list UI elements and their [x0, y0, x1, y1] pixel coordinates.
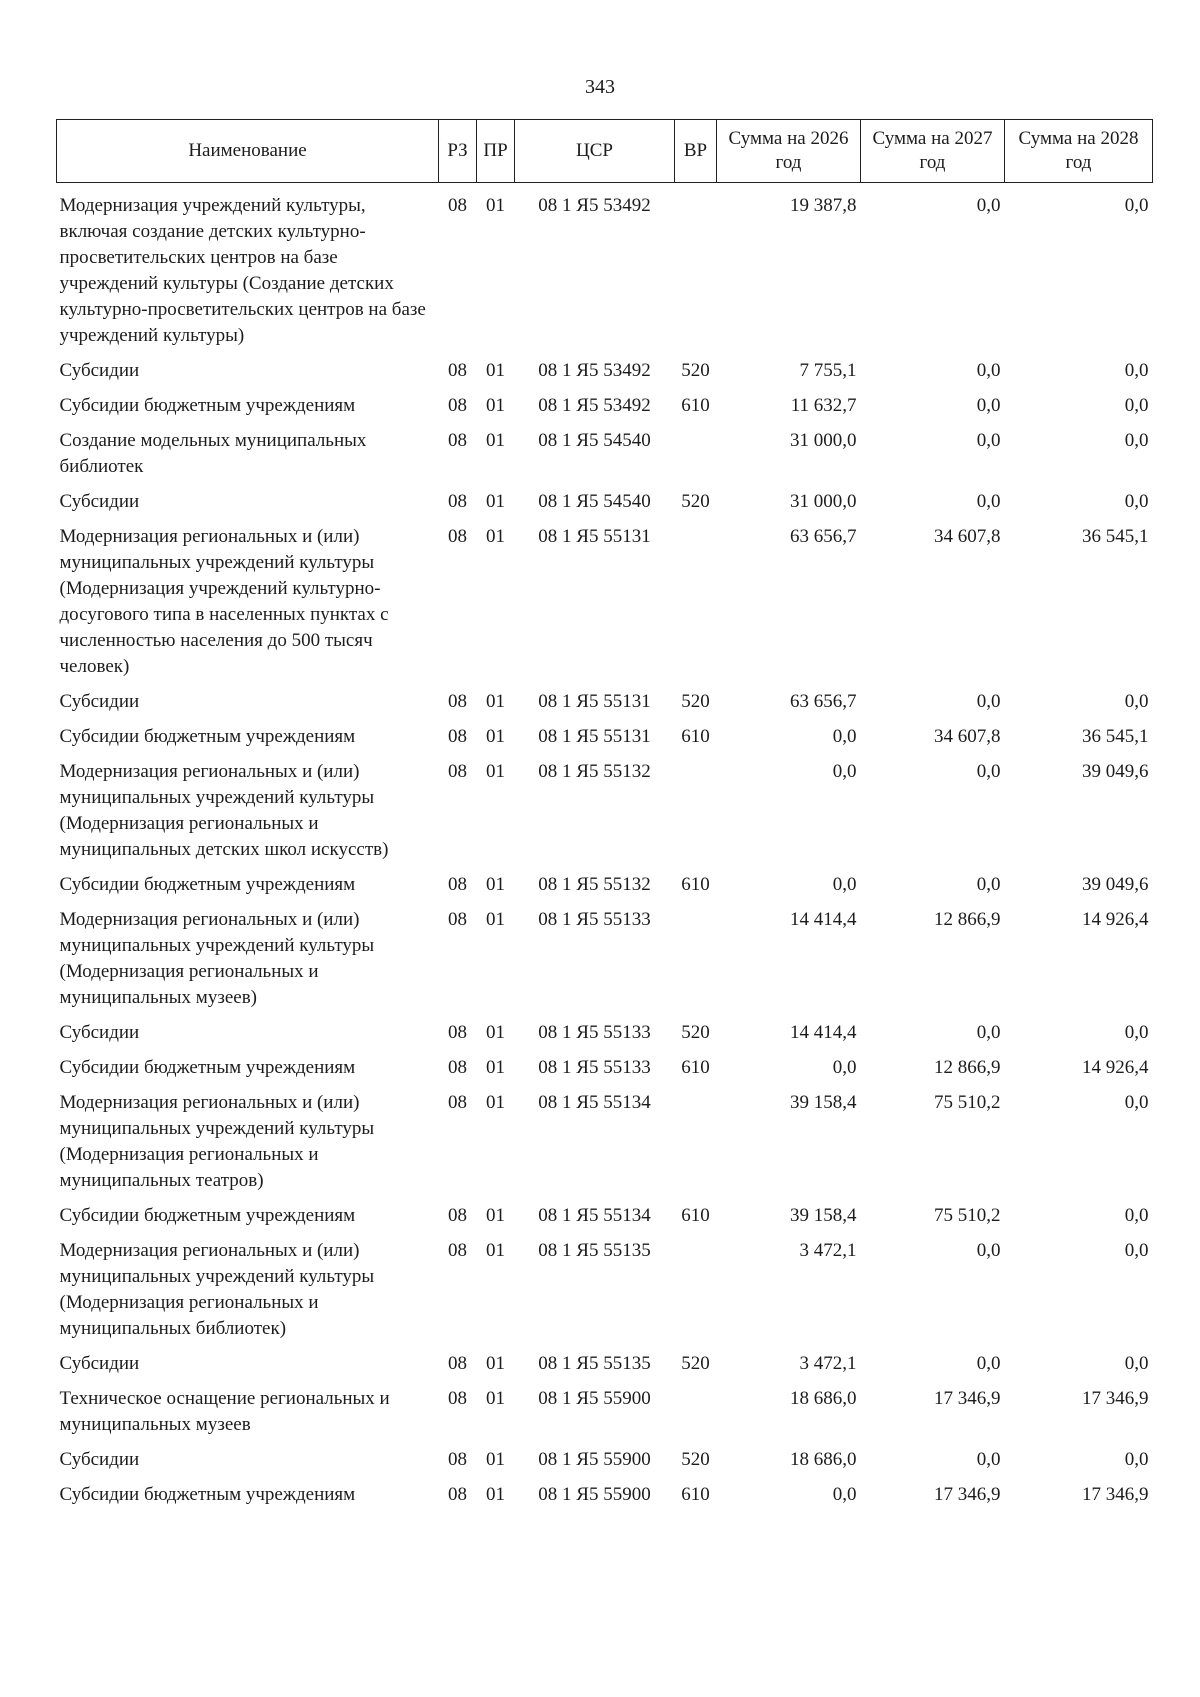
- cell-vr: 610: [681, 1205, 710, 1226]
- cell-pr: 01: [486, 395, 505, 416]
- table-row: [57, 1381, 1153, 1442]
- cell-sum-2027: 75 510,2: [934, 1092, 1001, 1113]
- cell-name: Модернизация учреждений культуры, включая создание детских культурно-просветительских центров на базе учреждений культуры (Создание детских культурно-просветительских центров на базе учреждений культуры): [59, 195, 426, 346]
- cell-sum-2026: 0,0: [832, 874, 857, 895]
- cell-pr: 01: [486, 909, 505, 930]
- cell-sum-2027: 0,0: [976, 195, 1001, 216]
- cell-pr: 01: [486, 1057, 505, 1078]
- cell-vr: 610: [681, 395, 710, 416]
- cell-pr: 01: [486, 691, 505, 712]
- cell-vr: [675, 1381, 717, 1442]
- header-sum-2027: Сумма на 2027 год: [861, 120, 1005, 183]
- cell-rz: 08: [448, 909, 467, 930]
- cell-vr: 520: [681, 1353, 710, 1374]
- cell-sum-2026: 18 686,0: [790, 1388, 857, 1409]
- cell-rz: 08: [448, 691, 467, 712]
- cell-vr: 610: [681, 874, 710, 895]
- cell-sum-2027: 0,0: [976, 1022, 1001, 1043]
- cell-rz: 08: [448, 1449, 467, 1470]
- cell-csr: 08 1 Я5 55131: [538, 691, 651, 712]
- cell-sum-2027: 17 346,9: [934, 1484, 1001, 1505]
- cell-sum-2028: 0,0: [1124, 360, 1149, 381]
- cell-sum-2027: 0,0: [976, 1240, 1001, 1261]
- cell-pr: 01: [486, 1022, 505, 1043]
- cell-csr: 08 1 Я5 55133: [538, 1057, 651, 1078]
- cell-sum-2028: 0,0: [1124, 491, 1149, 512]
- cell-rz: 08: [448, 1022, 467, 1043]
- cell-vr: [675, 902, 717, 1015]
- cell-pr: 01: [486, 1092, 505, 1113]
- cell-sum-2027: 0,0: [976, 1449, 1001, 1470]
- header-name: Наименование: [57, 120, 439, 183]
- cell-name: Субсидии бюджетным учреждениям: [59, 1205, 356, 1226]
- cell-pr: 01: [486, 874, 505, 895]
- cell-vr: [675, 519, 717, 684]
- table-row: [57, 183, 1153, 354]
- cell-vr: 520: [681, 1022, 710, 1043]
- table-row: [57, 388, 1153, 423]
- cell-sum-2026: 39 158,4: [790, 1092, 857, 1113]
- table-row: [57, 519, 1153, 684]
- cell-sum-2026: 39 158,4: [790, 1205, 857, 1226]
- table-row: [57, 754, 1153, 867]
- cell-rz: 08: [448, 874, 467, 895]
- cell-sum-2026: 31 000,0: [790, 430, 857, 451]
- cell-pr: 01: [486, 726, 505, 747]
- cell-sum-2028: 36 545,1: [1082, 726, 1149, 747]
- cell-csr: 08 1 Я5 53492: [538, 195, 651, 216]
- cell-sum-2026: 19 387,8: [790, 195, 857, 216]
- cell-name: Субсидии: [59, 491, 140, 512]
- budget-table: [56, 119, 1153, 1512]
- cell-pr: 01: [486, 1240, 505, 1261]
- cell-vr: 610: [681, 726, 710, 747]
- cell-rz: 08: [448, 726, 467, 747]
- header-row: [57, 120, 1153, 183]
- cell-vr: [675, 423, 717, 484]
- cell-pr: 01: [486, 430, 505, 451]
- cell-sum-2026: 14 414,4: [790, 909, 857, 930]
- cell-rz: 08: [448, 1353, 467, 1374]
- cell-rz: 08: [448, 761, 467, 782]
- cell-rz: 08: [448, 1240, 467, 1261]
- table-header: [57, 120, 1153, 183]
- cell-csr: 08 1 Я5 54540: [538, 491, 651, 512]
- table-row: [57, 1198, 1153, 1233]
- cell-csr: 08 1 Я5 55131: [538, 526, 651, 547]
- cell-pr: 01: [486, 1353, 505, 1374]
- cell-rz: 08: [448, 430, 467, 451]
- cell-name: Модернизация региональных и (или) муниципальных учреждений культуры (Модернизация региональных и муниципальных детских школ искусств): [59, 761, 389, 860]
- cell-name: Субсидии бюджетным учреждениям: [59, 1484, 356, 1505]
- cell-sum-2028: 0,0: [1124, 430, 1149, 451]
- cell-pr: 01: [486, 526, 505, 547]
- table-row: [57, 1050, 1153, 1085]
- cell-rz: 08: [448, 195, 467, 216]
- cell-vr: 520: [681, 691, 710, 712]
- cell-csr: 08 1 Я5 55132: [538, 761, 651, 782]
- header-rz: РЗ: [439, 120, 477, 183]
- cell-vr: 520: [681, 1449, 710, 1470]
- cell-rz: 08: [448, 395, 467, 416]
- table-row: [57, 353, 1153, 388]
- cell-name: Модернизация региональных и (или) муниципальных учреждений культуры (Модернизация учреждений культурно-досугового типа в населенных пунктах с численностью населения до 500 тысяч человек): [59, 526, 389, 677]
- cell-pr: 01: [486, 360, 505, 381]
- table-row: [57, 1477, 1153, 1512]
- cell-sum-2028: 0,0: [1124, 395, 1149, 416]
- cell-sum-2026: 31 000,0: [790, 491, 857, 512]
- cell-name: Техническое оснащение региональных и муниципальных музеев: [59, 1388, 390, 1435]
- cell-vr: 520: [681, 360, 710, 381]
- cell-vr: [675, 754, 717, 867]
- cell-rz: 08: [448, 1205, 467, 1226]
- cell-name: Субсидии: [59, 1449, 140, 1470]
- cell-csr: 08 1 Я5 55135: [538, 1353, 651, 1374]
- cell-sum-2028: 0,0: [1124, 1022, 1149, 1043]
- table-row: [57, 1015, 1153, 1050]
- cell-sum-2028: 0,0: [1124, 195, 1149, 216]
- cell-sum-2027: 0,0: [976, 1353, 1001, 1374]
- cell-rz: 08: [448, 491, 467, 512]
- cell-sum-2026: 63 656,7: [790, 526, 857, 547]
- cell-sum-2027: 0,0: [976, 874, 1001, 895]
- cell-rz: 08: [448, 1388, 467, 1409]
- cell-sum-2028: 0,0: [1124, 1205, 1149, 1226]
- cell-vr: 520: [681, 491, 710, 512]
- cell-sum-2028: 14 926,4: [1082, 909, 1149, 930]
- cell-csr: 08 1 Я5 55900: [538, 1484, 651, 1505]
- cell-sum-2026: 63 656,7: [790, 691, 857, 712]
- cell-sum-2027: 0,0: [976, 691, 1001, 712]
- cell-sum-2028: 39 049,6: [1082, 874, 1149, 895]
- cell-name: Создание модельных муниципальных библиотек: [59, 430, 367, 477]
- cell-name: Субсидии бюджетным учреждениям: [59, 1057, 356, 1078]
- cell-sum-2027: 0,0: [976, 491, 1001, 512]
- header-sum-2028: Сумма на 2028 год: [1005, 120, 1153, 183]
- cell-pr: 01: [486, 1484, 505, 1505]
- cell-sum-2026: 0,0: [832, 726, 857, 747]
- cell-rz: 08: [448, 360, 467, 381]
- table-row: [57, 684, 1153, 719]
- cell-sum-2027: 34 607,8: [934, 726, 1001, 747]
- cell-vr: [675, 1085, 717, 1198]
- cell-sum-2027: 75 510,2: [934, 1205, 1001, 1226]
- cell-sum-2026: 3 472,1: [799, 1353, 857, 1374]
- cell-sum-2026: 14 414,4: [790, 1022, 857, 1043]
- cell-pr: 01: [486, 195, 505, 216]
- cell-vr: [675, 1233, 717, 1346]
- cell-csr: 08 1 Я5 55131: [538, 726, 651, 747]
- table-row: [57, 1442, 1153, 1477]
- cell-name: Субсидии бюджетным учреждениям: [59, 395, 356, 416]
- table-row: [57, 1346, 1153, 1381]
- cell-csr: 08 1 Я5 55133: [538, 909, 651, 930]
- cell-pr: 01: [486, 491, 505, 512]
- cell-sum-2028: 0,0: [1124, 1449, 1149, 1470]
- page-number: 343: [585, 76, 615, 98]
- cell-name: Субсидии: [59, 691, 140, 712]
- cell-rz: 08: [448, 1057, 467, 1078]
- cell-rz: 08: [448, 526, 467, 547]
- cell-sum-2028: 0,0: [1124, 1240, 1149, 1261]
- cell-csr: 08 1 Я5 53492: [538, 395, 651, 416]
- cell-csr: 08 1 Я5 54540: [538, 430, 651, 451]
- header-vr: ВР: [675, 120, 717, 183]
- cell-sum-2028: 17 346,9: [1082, 1484, 1149, 1505]
- cell-name: Субсидии бюджетным учреждениям: [59, 874, 356, 895]
- cell-sum-2026: 0,0: [832, 1057, 857, 1078]
- cell-sum-2026: 11 632,7: [790, 395, 857, 416]
- cell-name: Модернизация региональных и (или) муниципальных учреждений культуры (Модернизация региональных и муниципальных библиотек): [59, 1240, 375, 1339]
- cell-vr: 610: [681, 1484, 710, 1505]
- cell-rz: 08: [448, 1092, 467, 1113]
- header-csr: ЦСР: [515, 120, 675, 183]
- cell-vr: 610: [681, 1057, 710, 1078]
- cell-sum-2027: 34 607,8: [934, 526, 1001, 547]
- table-row: [57, 902, 1153, 1015]
- table-row: [57, 1233, 1153, 1346]
- cell-name: Модернизация региональных и (или) муниципальных учреждений культуры (Модернизация региональных и муниципальных музеев): [59, 909, 375, 1008]
- cell-sum-2027: 0,0: [976, 395, 1001, 416]
- cell-sum-2026: 3 472,1: [799, 1240, 857, 1261]
- table-row: [57, 719, 1153, 754]
- cell-sum-2027: 17 346,9: [934, 1388, 1001, 1409]
- cell-vr: [675, 183, 717, 354]
- header-sum-2026: Сумма на 2026 год: [717, 120, 861, 183]
- cell-sum-2028: 14 926,4: [1082, 1057, 1149, 1078]
- cell-csr: 08 1 Я5 55134: [538, 1092, 651, 1113]
- table-row: [57, 1085, 1153, 1198]
- cell-sum-2027: 12 866,9: [934, 1057, 1001, 1078]
- cell-sum-2028: 39 049,6: [1082, 761, 1149, 782]
- cell-csr: 08 1 Я5 53492: [538, 360, 651, 381]
- cell-csr: 08 1 Я5 55900: [538, 1388, 651, 1409]
- header-pr: ПР: [477, 120, 515, 183]
- cell-sum-2027: 0,0: [976, 430, 1001, 451]
- cell-name: Субсидии: [59, 1353, 140, 1374]
- cell-pr: 01: [486, 761, 505, 782]
- cell-sum-2026: 18 686,0: [790, 1449, 857, 1470]
- cell-name: Субсидии бюджетным учреждениям: [59, 726, 356, 747]
- cell-csr: 08 1 Я5 55900: [538, 1449, 651, 1470]
- cell-csr: 08 1 Я5 55135: [538, 1240, 651, 1261]
- cell-sum-2027: 0,0: [976, 761, 1001, 782]
- table-row: [57, 423, 1153, 484]
- cell-csr: 08 1 Я5 55132: [538, 874, 651, 895]
- cell-sum-2028: 17 346,9: [1082, 1388, 1149, 1409]
- cell-name: Субсидии: [59, 1022, 140, 1043]
- cell-csr: 08 1 Я5 55133: [538, 1022, 651, 1043]
- cell-sum-2027: 12 866,9: [934, 909, 1001, 930]
- table-row: [57, 867, 1153, 902]
- cell-name: Субсидии: [59, 360, 140, 381]
- cell-pr: 01: [486, 1449, 505, 1470]
- cell-sum-2028: 0,0: [1124, 1092, 1149, 1113]
- cell-pr: 01: [486, 1388, 505, 1409]
- cell-sum-2027: 0,0: [976, 360, 1001, 381]
- table-body: [57, 183, 1153, 1513]
- cell-sum-2028: 0,0: [1124, 691, 1149, 712]
- cell-pr: 01: [486, 1205, 505, 1226]
- cell-sum-2026: 0,0: [832, 761, 857, 782]
- cell-sum-2026: 7 755,1: [799, 360, 857, 381]
- cell-sum-2026: 0,0: [832, 1484, 857, 1505]
- cell-rz: 08: [448, 1484, 467, 1505]
- table-row: [57, 484, 1153, 519]
- cell-name: Модернизация региональных и (или) муниципальных учреждений культуры (Модернизация региональных и муниципальных театров): [59, 1092, 375, 1191]
- cell-sum-2028: 36 545,1: [1082, 526, 1149, 547]
- cell-csr: 08 1 Я5 55134: [538, 1205, 651, 1226]
- cell-sum-2028: 0,0: [1124, 1353, 1149, 1374]
